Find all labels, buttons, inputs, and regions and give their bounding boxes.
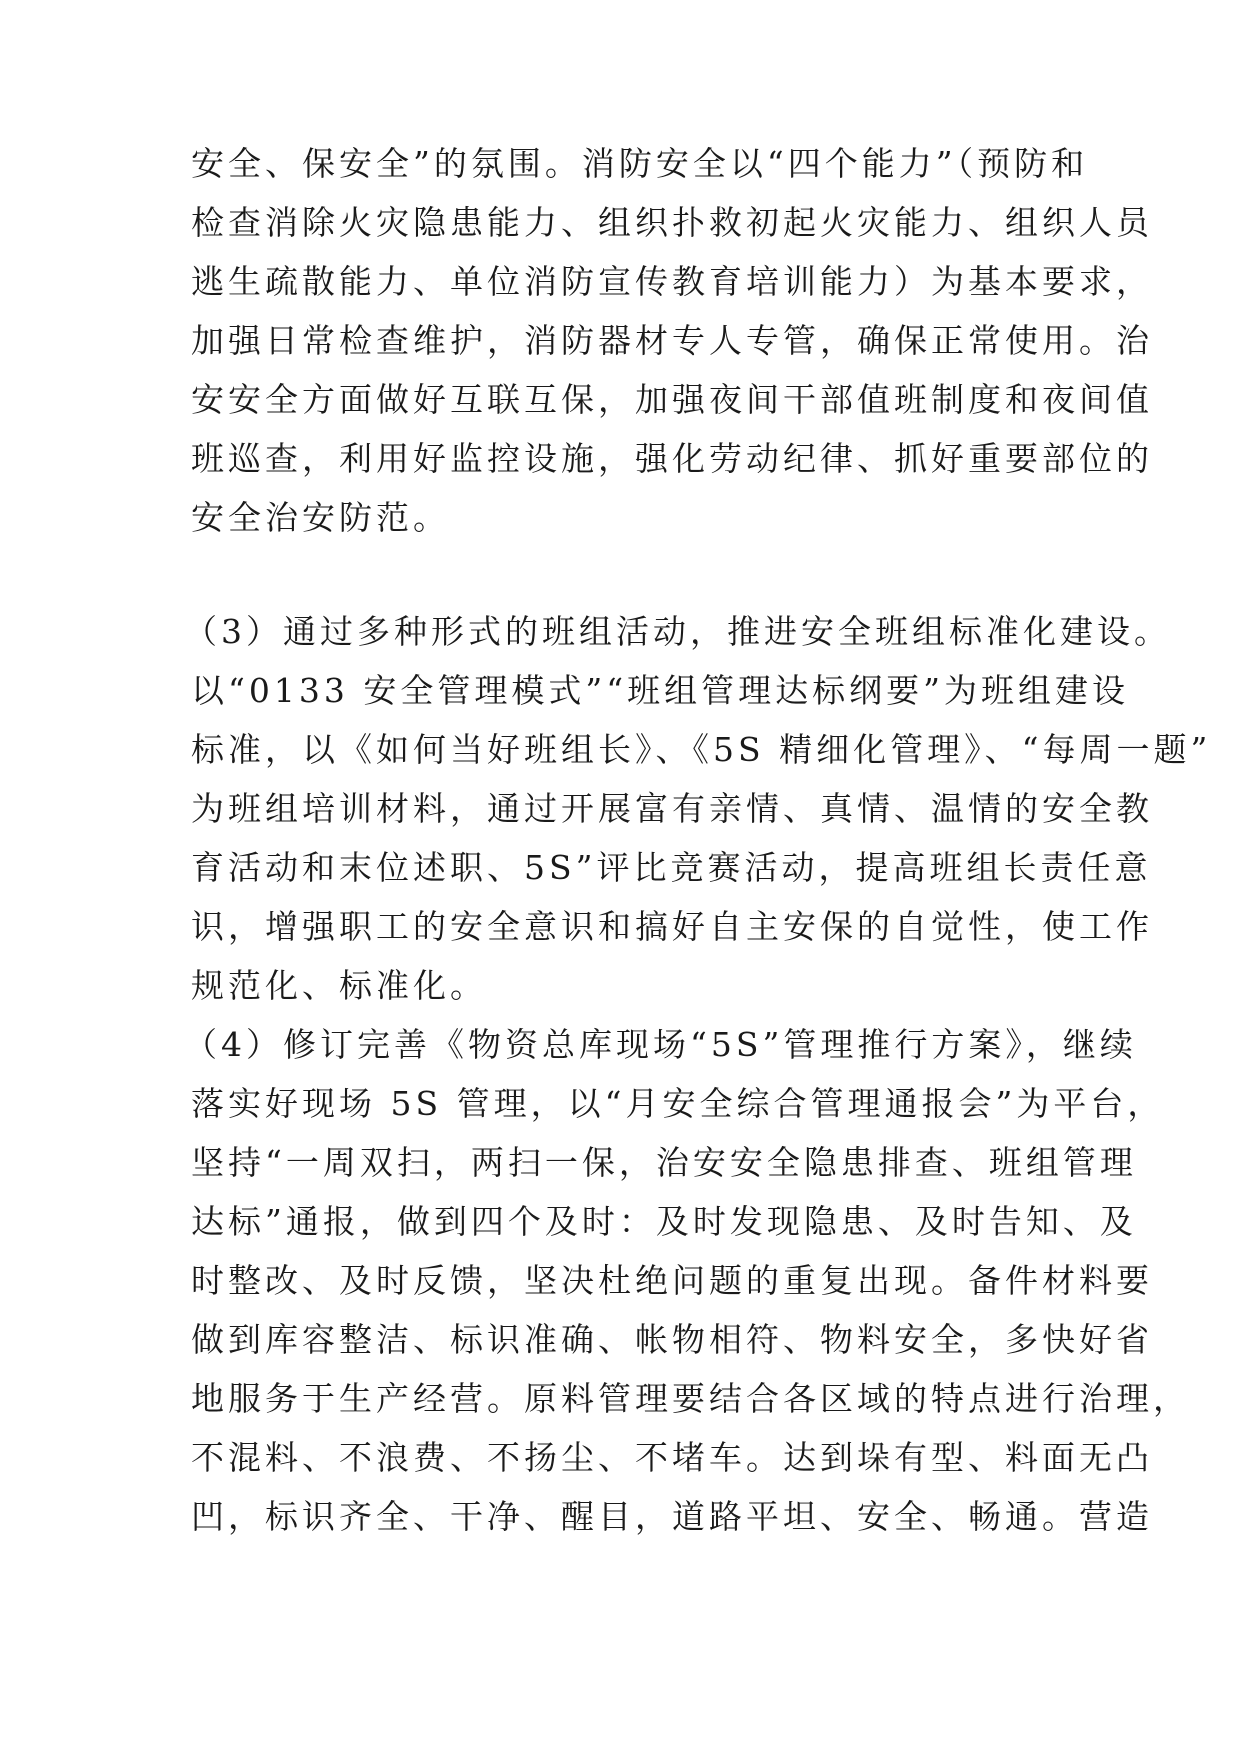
paragraph-line: 班巡查，利用好监控设施，强化劳动纪律、抓好重要部位的 (191, 439, 1153, 478)
paragraph-line: 检查消除火灾隐患能力、组织扑救初起火灾能力、组织人员 (191, 203, 1153, 242)
paragraph-line: 安安全方面做好互联互保，加强夜间干部值班制度和夜间值 (191, 380, 1153, 419)
paragraph-line: 地服务于生产经营。原料管理要结合各区域的特点进行治理， (191, 1379, 1190, 1418)
paragraph-line: 不混料、不浪费、不扬尘、不堵车。达到垛有型、料面无凸 (191, 1438, 1153, 1477)
paragraph-line: 为班组培训材料，通过开展富有亲情、真情、温情的安全教 (191, 789, 1153, 828)
paragraph-line: （3）通过多种形式的班组活动，推进安全班组标准化建设。 (184, 612, 1171, 651)
paragraph-line: 安全、保安全”的氛围。消防安全以“四个能力”（预防和 (191, 144, 1089, 183)
paragraph-line: （4）修订完善《物资总库现场“5S”管理推行方案》，继续 (184, 1025, 1137, 1064)
paragraph-line: 育活动和末位述职、5S”评比竞赛活动，提高班组长责任意 (191, 848, 1152, 887)
paragraph-line: 逃生疏散能力、单位消防宣传教育培训能力）为基本要求， (191, 262, 1153, 301)
paragraph-line: 落实好现场 5S 管理，以“月安全综合管理通报会”为平台， (191, 1084, 1165, 1123)
paragraph-line: 时整改、及时反馈，坚决杜绝问题的重复出现。备件材料要 (191, 1261, 1153, 1300)
paragraph-line: 标准，以《如何当好班组长》、《5S 精细化管理》、“每周一题” (191, 730, 1212, 769)
paragraph-line: 坚持“一周双扫，两扫一保，治安安全隐患排查、班组管理 (191, 1143, 1137, 1182)
paragraph-line: 达标”通报，做到四个及时：及时发现隐患、及时告知、及 (191, 1202, 1137, 1241)
paragraph-line: 以“0133 安全管理模式”“班组管理达标纲要”为班组建设 (191, 671, 1129, 710)
paragraph-line: 规范化、标准化。 (191, 966, 487, 1005)
paragraph-line: 凹，标识齐全、干净、醒目，道路平坦、安全、畅通。营造 (191, 1497, 1153, 1536)
paragraph-line: 识，增强职工的安全意识和搞好自主安保的自觉性，使工作 (191, 907, 1153, 946)
paragraph-line: 安全治安防范。 (191, 498, 450, 537)
paragraph-line: 加强日常检查维护，消防器材专人专管，确保正常使用。治 (191, 321, 1153, 360)
paragraph-line: 做到库容整洁、标识准确、帐物相符、物料安全，多快好省 (191, 1320, 1153, 1359)
